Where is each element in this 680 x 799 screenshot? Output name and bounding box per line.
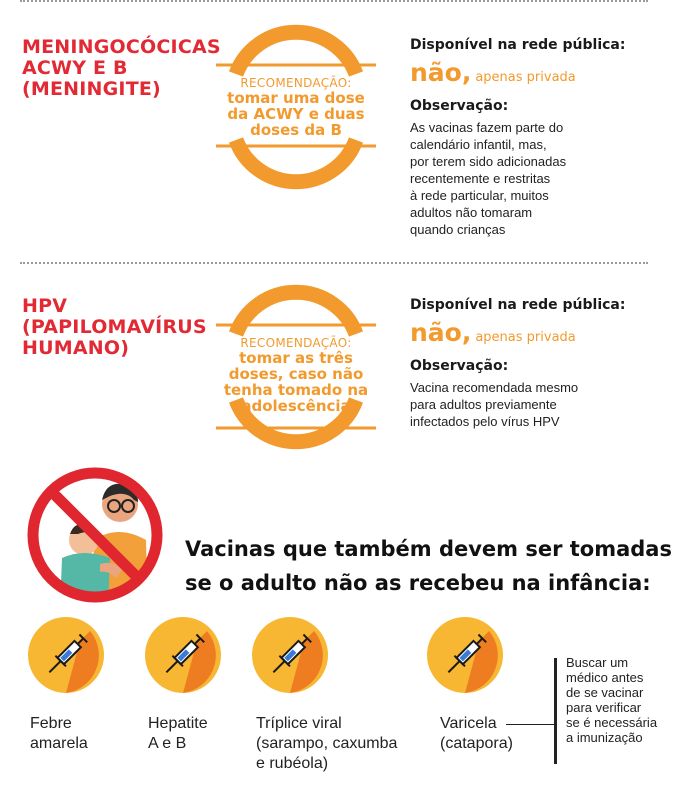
recommendation-seal	[214, 282, 378, 452]
vaccine-name-hpv	[22, 296, 207, 359]
syringe-icon-graphic	[28, 617, 104, 693]
name-line: (MENINGITE)	[22, 78, 161, 100]
recommendation-line: tenha tomado na	[223, 381, 369, 399]
label-line: amarela	[30, 735, 88, 752]
name-line: HUMANO)	[22, 337, 130, 359]
label-line: Varicela	[440, 715, 497, 732]
observation-line: recentemente e restritas	[410, 171, 551, 186]
heading-line: se o adulto não as recebeu na infância:	[185, 571, 651, 595]
childhood-vaccines-heading	[185, 532, 672, 600]
vaccine-info-hpv	[410, 296, 660, 430]
note-line: de se vacinar	[566, 685, 644, 700]
top-divider	[20, 0, 648, 2]
syringe-icon	[252, 617, 328, 693]
vaccine-label-hepatite	[148, 714, 208, 754]
observation-line: adultos não tomaram	[410, 205, 533, 220]
recommendation-line: da ACWY e duas	[227, 105, 365, 123]
recommendation-line: doses da B	[250, 121, 342, 139]
availability-heading: Disponível na rede pública:	[410, 297, 626, 313]
adult-holding-child-illustration	[22, 460, 168, 610]
availability-answer: não,	[410, 58, 472, 87]
observation-text	[410, 379, 660, 430]
observation-text	[410, 119, 660, 238]
label-line: (catapora)	[440, 735, 513, 752]
name-line: (PAPILOMAVÍRUS	[22, 316, 207, 338]
heading-line: Vacinas que também devem ser tomadas	[185, 537, 672, 561]
vaccine-label-varicela	[440, 714, 513, 754]
availability-heading: Disponível na rede pública:	[410, 37, 626, 53]
recommendation-text	[214, 350, 378, 414]
observation-line: Vacina recomendada mesmo	[410, 380, 579, 395]
note-line: para verificar	[566, 700, 642, 715]
observation-line: por terem sido adicionadas	[410, 154, 567, 169]
vaccine-label-triplice-viral	[256, 714, 397, 774]
recommendation-seal	[214, 22, 378, 192]
label-line: Hepatite	[148, 715, 208, 732]
syringe-icon	[427, 617, 503, 693]
note-line: médico antes	[566, 670, 644, 685]
connector-line	[506, 724, 554, 725]
label-line: Febre	[30, 715, 72, 732]
recommendation-line: tomar uma dose	[227, 89, 365, 107]
recommendation-text	[214, 90, 378, 138]
observation-line: calendário infantil, mas,	[410, 137, 547, 152]
no-entry-sign-icon	[22, 460, 168, 610]
syringe-icon	[145, 617, 221, 693]
syringe-icon-graphic	[427, 617, 503, 693]
observation-heading: Observação:	[410, 98, 509, 114]
recommendation-block	[214, 336, 378, 414]
note-line: Buscar um	[566, 655, 629, 670]
label-line: Tríplice viral	[256, 715, 342, 732]
availability-note: apenas privada	[475, 70, 576, 85]
name-line: ACWY E B	[22, 57, 128, 79]
name-line: MENINGOCÓCICAS	[22, 36, 221, 58]
syringe-icon-graphic	[145, 617, 221, 693]
availability-value	[410, 318, 660, 353]
label-line: (sarampo, caxumba	[256, 735, 398, 752]
label-line: A e B	[148, 735, 187, 752]
recommendation-block	[214, 76, 378, 138]
recommendation-line: doses, caso não	[228, 365, 364, 383]
label-line: e rubéola)	[256, 755, 329, 772]
observation-line: à rede particular, muitos	[410, 188, 549, 203]
vaccine-info-meningococcal	[410, 36, 660, 238]
observation-line: para adultos previamente	[410, 397, 557, 412]
vaccine-name-meningococcal	[22, 37, 221, 100]
availability-note: apenas privada	[475, 330, 576, 345]
note-line: se é necessária	[566, 715, 658, 730]
observation-line: quando crianças	[410, 222, 506, 237]
observation-line: infectados pelo vírus HPV	[410, 414, 560, 429]
note-line: a imunização	[566, 730, 643, 745]
note-bracket	[554, 658, 557, 764]
availability-value	[410, 58, 660, 93]
vaccine-label-febre-amarela	[30, 714, 88, 754]
name-line: HPV	[22, 295, 68, 317]
availability-answer: não,	[410, 318, 472, 347]
observation-heading: Observação:	[410, 358, 509, 374]
observation-line: As vacinas fazem parte do	[410, 120, 564, 135]
varicela-note	[566, 655, 657, 745]
syringe-icon	[28, 617, 104, 693]
recommendation-line: tomar as três	[239, 349, 353, 367]
recommendation-label: RECOMENDAÇÃO:	[240, 76, 352, 90]
recommendation-line: adolescência	[241, 397, 351, 415]
section-divider	[20, 262, 648, 264]
syringe-icon-graphic	[252, 617, 328, 693]
recommendation-label: RECOMENDAÇÃO:	[240, 336, 352, 350]
